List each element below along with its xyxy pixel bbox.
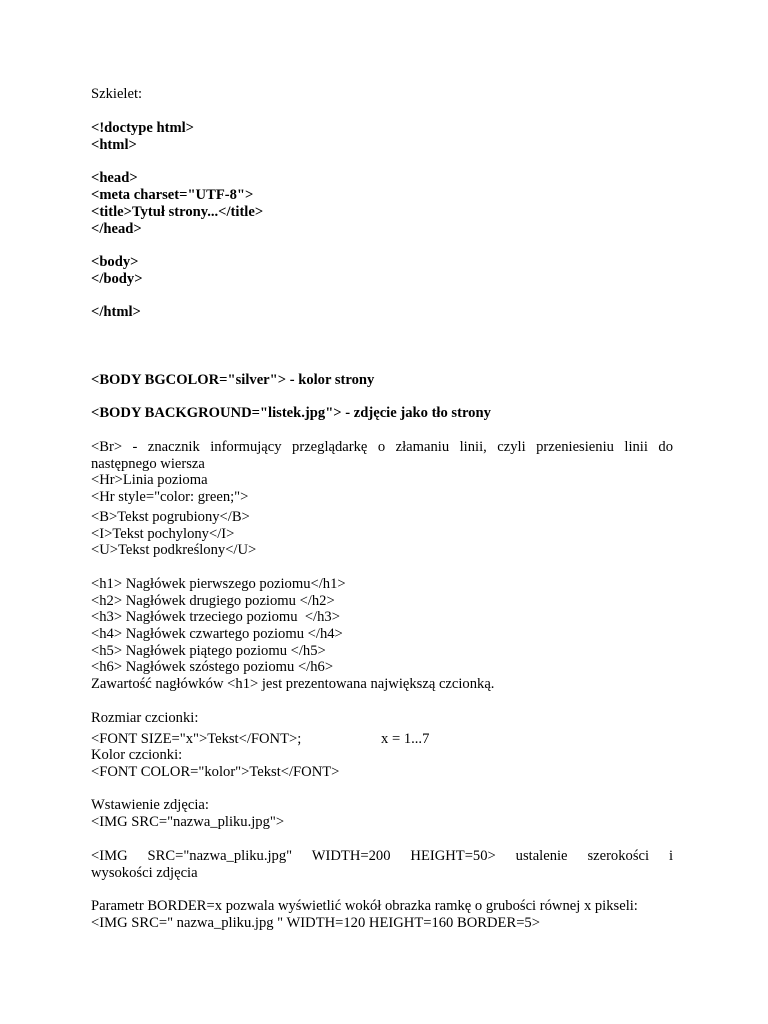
underline-line: <U>Tekst podkreślony</U> [91,542,257,558]
img-size-line1: <IMG SRC="nazwa_pliku.jpg" WIDTH=200 HEIGHT=50> ustalenie szerokości i [91,848,673,864]
border-note: Parametr BORDER=x pozwala wyświetlić wokół obrazka ramkę o grubości równej x pikseli: [91,898,638,914]
heading-h4-line: <h4> Nagłówek czwartego poziomu </h4> [91,626,343,642]
skeleton-label: Szkielet: [91,86,143,102]
img-label: Wstawienie zdjęcia: [91,797,209,813]
bold-line: <B>Tekst pogrubiony</B> [91,509,250,525]
code-doctype: <!doctype html> [91,120,194,136]
code-head-open: <head> [91,170,138,186]
heading-h1-line: <h1> Nagłówek pierwszego poziomu</h1> [91,576,346,592]
code-title: <title>Tytuł strony...</title> [91,204,264,220]
font-size-line [91,731,673,748]
font-size-code: <FONT SIZE="x">Tekst</FONT>; [91,731,302,747]
heading-h6-line: <h6> Nagłówek szóstego poziomu </h6> [91,659,334,675]
font-color-label: Kolor czcionki: [91,747,183,763]
font-color-code: <FONT COLOR="kolor">Tekst</FONT> [91,764,340,780]
br-description-line2: następnego wiersza [91,456,205,472]
bgcolor-line: <BODY BGCOLOR="silver"> - kolor strony [91,372,375,388]
hr-line: <Hr>Linia pozioma [91,472,208,488]
background-line: <BODY BACKGROUND="listek.jpg"> - zdjęcie jako tło strony [91,405,491,421]
heading-h2-line: <h2> Nagłówek drugiego poziomu </h2> [91,593,335,609]
heading-h3-line: <h3> Nagłówek trzeciego poziomu </h3> [91,609,340,625]
font-size-range: x = 1...7 [381,731,430,747]
font-size-label: Rozmiar czcionki: [91,710,199,726]
italic-line: <I>Tekst pochylony</I> [91,526,235,542]
code-meta: <meta charset="UTF-8"> [91,187,254,203]
code-body-close: </body> [91,271,143,287]
img-size-line2: wysokości zdjęcia [91,865,198,881]
code-body-open: <body> [91,254,139,270]
hr-style-line: <Hr style="color: green;"> [91,489,249,505]
br-description-line1: <Br> - znacznik informujący przeglądarkę o złamaniu linii, czyli przeniesieniu linii do [91,439,673,455]
code-html-open: <html> [91,137,137,153]
headings-note: Zawartość nagłówków <h1> jest prezentowana największą czcionką. [91,676,495,692]
code-head-close: </head> [91,221,142,237]
heading-h5-line: <h5> Nagłówek piątego poziomu </h5> [91,643,326,659]
img-code: <IMG SRC="nazwa_pliku.jpg"> [91,814,285,830]
border-code: <IMG SRC=" nazwa_pliku.jpg " WIDTH=120 HEIGHT=160 BORDER=5> [91,915,540,931]
code-html-close: </html> [91,304,141,320]
